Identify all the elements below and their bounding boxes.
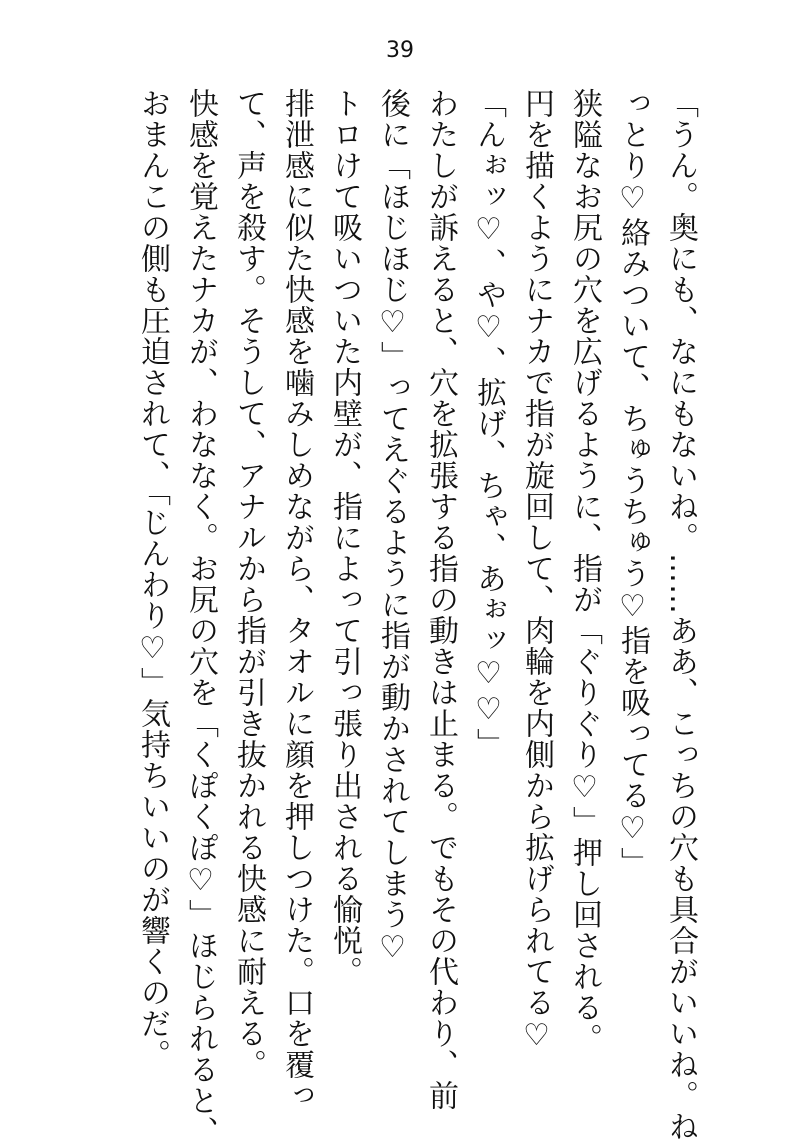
- text-line: 快感を覚えたナカが、わななく。お尻の穴を「くぽくぽ♡」ほじられると、: [183, 88, 218, 1147]
- text-line: て、声を殺す。そうして、アナルから指が引き抜かれる快感に耐える。: [231, 88, 266, 1080]
- text-line: トロけて吸いついた内壁が、指によって引っ張り出される愉悦。: [327, 88, 362, 987]
- text-line: 排泄感に似た快感を噛みしめながら、タオルに顔を押しつけた。口を覆っ: [279, 88, 314, 1111]
- page-number: 39: [386, 38, 414, 63]
- text-line: 狭隘なお尻の穴を広げるように、指が「ぐりぐり♡」押し回される。: [567, 88, 602, 1054]
- text-line: 「うん。奥にも、なにもないね。……ああ、こっちの穴も具合がいいね。ね: [663, 88, 698, 1142]
- text-line: 円を描くようにナカで指が旋回して、肉輪を内側から拡げられてる♡: [519, 88, 554, 1054]
- text-line: 後に「ほじほじ♡」ってえぐるように指が動かされてしまう♡: [375, 88, 410, 966]
- text-line: 「んぉッ♡、や♡、拡げ、ちゃ、あぉッ♡♡」: [471, 88, 506, 759]
- text-line: わたしが訴えると、穴を拡張する指の動きは止まる。でもその代わり、前: [423, 88, 458, 1111]
- novel-body-text: [135, 88, 704, 1147]
- text-line: おまんこの側も圧迫されて、「じんわり♡」気持ちいいのが響くのだ。: [135, 88, 170, 1070]
- text-line: っとり♡絡みついて、ちゅうちゅう♡指を吸ってる♡」: [615, 88, 650, 878]
